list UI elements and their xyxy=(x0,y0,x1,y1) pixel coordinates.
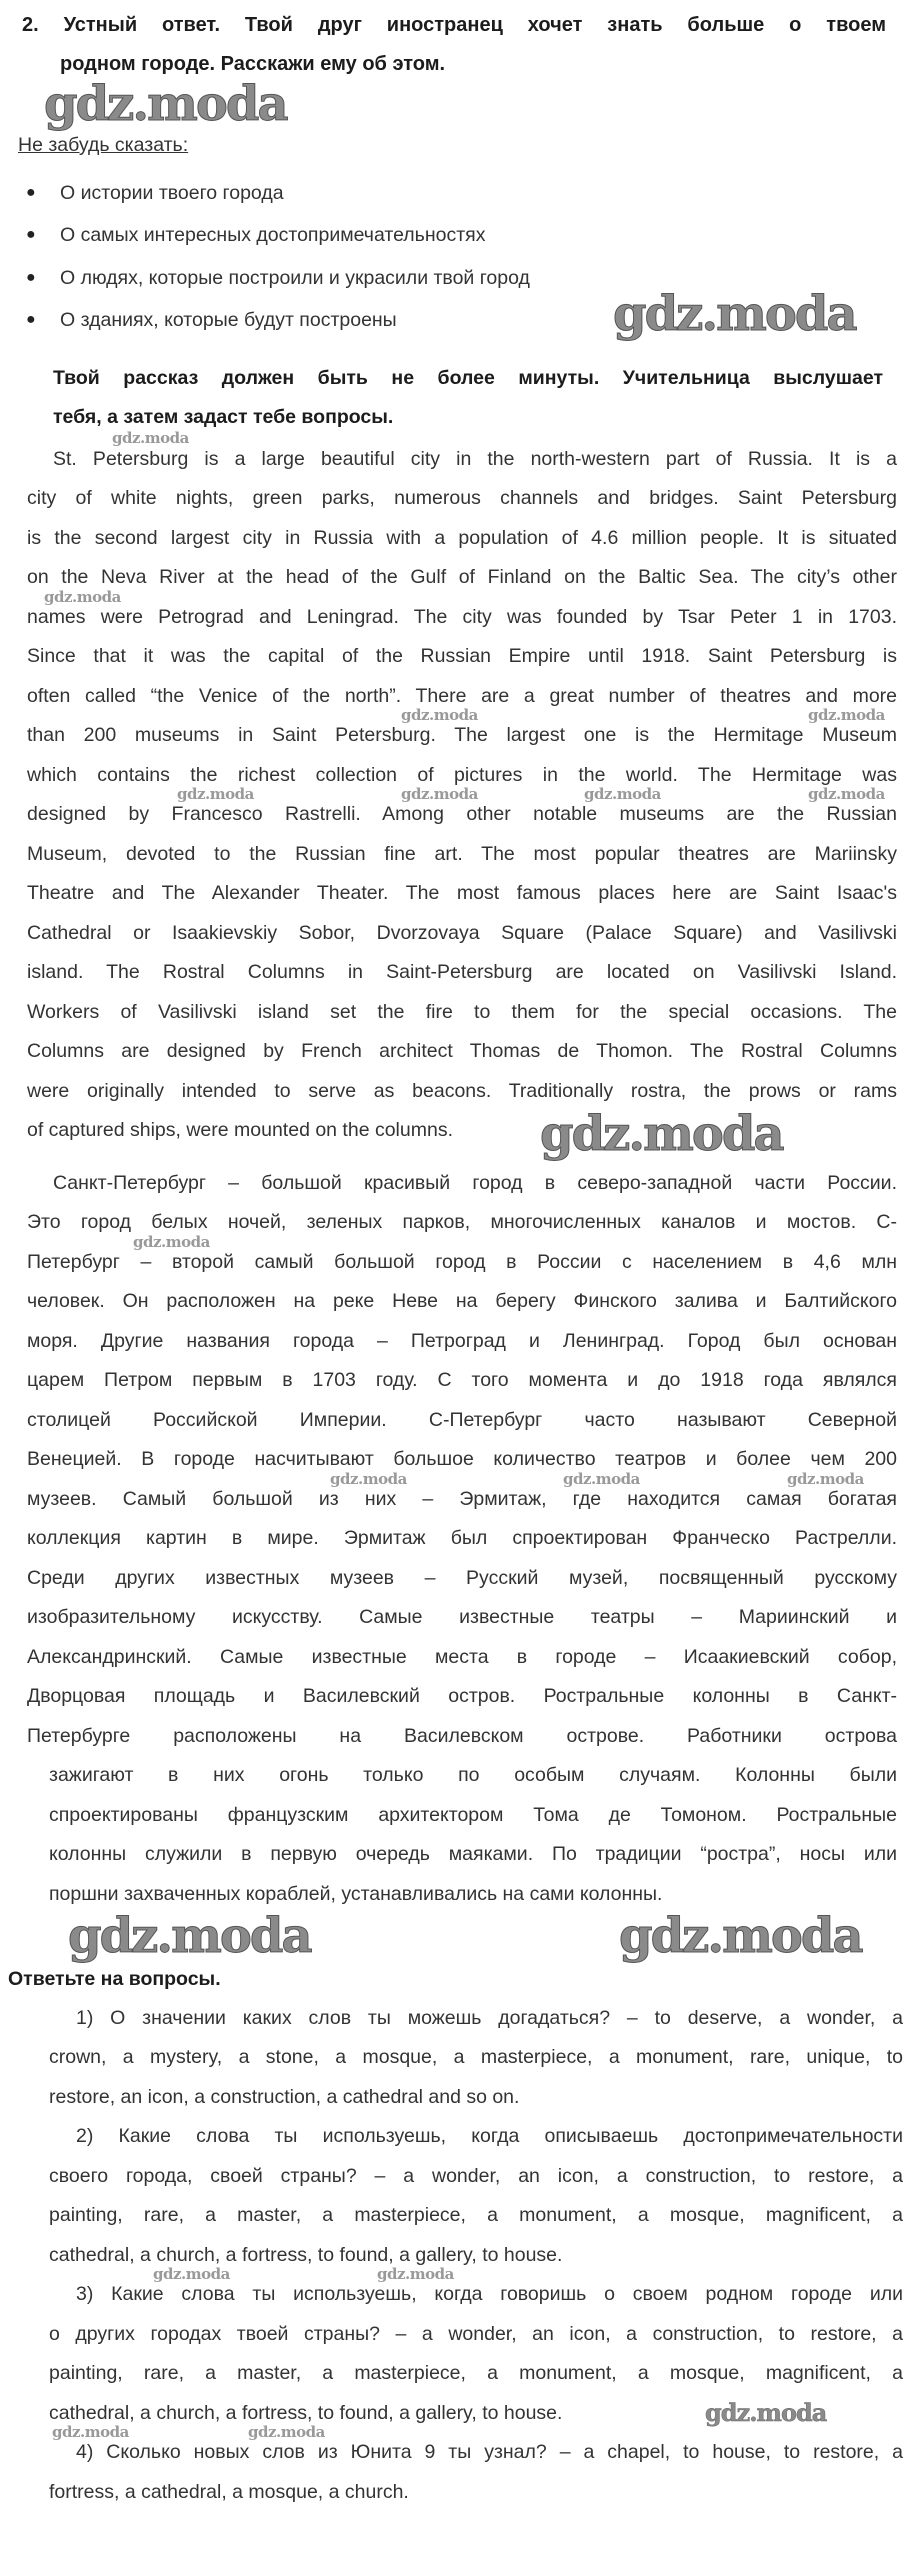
watermark: gdz.moda xyxy=(808,706,885,724)
bullet-icon: ● xyxy=(26,183,36,201)
paragraph-line: city of white nights, green parks, numerous channels and bridges. Saint Petersburg xyxy=(27,487,897,510)
paragraph-line: столицей Российской Империи. С-Петербург часто называют Северной xyxy=(27,1408,897,1431)
paragraph-line: спроектированы французским архитектором Тома де Томоном. Ростральные xyxy=(49,1803,897,1826)
paragraph-line: моря. Другие названия города – Петроград и Ленинград. Город был основан xyxy=(27,1329,897,1352)
paragraph-line: which contains the richest collection of pictures in the world. The Hermitage was xyxy=(27,763,897,786)
list-item xyxy=(18,223,485,247)
paragraph-line: поршни захваченных кораблей, устанавливались на сами колонны. xyxy=(49,1882,663,1905)
paragraph-line: Дворцовая площадь и Василевский остров. Ростральные колонны в Санкт- xyxy=(27,1685,897,1708)
watermark: gdz.moda xyxy=(787,1469,864,1488)
watermark: gdz.moda xyxy=(248,2423,325,2441)
question-item xyxy=(49,2440,903,2504)
watermark: gdz.moda xyxy=(112,428,189,447)
question-line: restore, an icon, a construction, a cathedral and so on. xyxy=(49,2085,520,2108)
paragraph-line: коллекция картин в мире. Эрмитаж был спроектирован Франческо Растрелли. xyxy=(27,1527,897,1550)
reminder-label: Не забудь сказать: xyxy=(18,133,189,156)
paragraph-line: on the Neva River at the head of the Gulf of Finland on the Baltic Sea. The city’s other xyxy=(27,566,897,589)
paragraph-line: Венецией. В городе насчитывают большое количество театров и более чем 200 xyxy=(27,1448,897,1471)
paragraph-line: Since that it was the capital of the Russian Empire until 1918. Saint Petersburg is xyxy=(27,645,897,668)
list-item-text: О самых интересных достопримечательностях xyxy=(60,224,486,247)
list-item xyxy=(18,308,397,332)
paragraph-line: often called “the Venice of the north”. There are a great number of theatres and more xyxy=(27,684,897,707)
question-line: 3) Какие слова ты используешь, когда говоришь о своем родном городе или xyxy=(76,2283,903,2306)
list-item-text: О зданиях, которые будут построены xyxy=(60,309,397,332)
paragraph-line: изобразительному искусству. Самые известные театры – Мариинский и xyxy=(27,1606,897,1629)
paragraph-line: Museum, devoted to the Russian fine art. The most popular theatres are Mariinsky xyxy=(27,842,897,865)
paragraph-line: Columns are designed by French architect Thomas de Thomon. The Rostral Columns xyxy=(27,1040,897,1063)
watermark: gdz.moda xyxy=(377,2265,454,2283)
paragraph-line: island. The Rostral Columns in Saint-Petersburg are located on Vasilivski Island. xyxy=(27,961,897,984)
watermark: gdz.moda xyxy=(705,2398,827,2427)
paragraph-line: Workers of Vasilivski island set the fire to them for the special occasions. The xyxy=(27,1000,897,1023)
questions-list xyxy=(49,2006,903,2520)
list-item xyxy=(18,266,530,290)
russian-paragraph xyxy=(27,1171,897,1922)
watermark: gdz.moda xyxy=(619,1908,862,1964)
watermark: gdz.moda xyxy=(613,286,856,342)
question-line: 1) О значении каких слов ты можешь догадаться? – to deserve, a wonder, a xyxy=(76,2006,903,2029)
paragraph-line: is the second largest city in Russia with a population of 4.6 million people. It is situated xyxy=(27,526,897,549)
question-line: о других городах твоей страны? – a wonder, an icon, a construction, to restore, a xyxy=(49,2322,903,2345)
question-line: 2) Какие слова ты используешь, когда описываешь достопримечательности xyxy=(76,2125,903,2148)
paragraph-line: Cathedral or Isaakievskiy Sobor, Dvorzovaya Square (Palace Square) and Vasilivski xyxy=(27,921,897,944)
watermark: gdz.moda xyxy=(330,1469,407,1488)
paragraph-line: Это город белых ночей, зеленых парков, многочисленных каналов и мостов. С- xyxy=(27,1211,897,1234)
watermark: gdz.moda xyxy=(584,785,661,803)
paragraph-line: Александринский. Самые известные места в городе – Исаакиевский собор, xyxy=(27,1645,897,1668)
question-line: painting, rare, a master, a masterpiece, a monument, a mosque, magnificent, a xyxy=(49,2362,903,2385)
watermark: gdz.moda xyxy=(68,1908,311,1964)
list-item-text: О людях, которые построили и украсили твой город xyxy=(60,266,530,289)
paragraph-line: Петербурге расположены на Василевском острове. Работники острова xyxy=(27,1724,897,1747)
task-title-line: 2. Устный ответ. Твой друг иностранец хочет знать больше о твоем xyxy=(22,13,886,36)
paragraph-line: колонны служили в первую очередь маяками. По традиции “ростра”, носы или xyxy=(49,1843,897,1866)
bullet-icon: ● xyxy=(26,311,36,329)
question-line: cathedral, a church, a fortress, to found, a gallery, to house. xyxy=(49,2401,563,2424)
question-line: 4) Сколько новых слов из Юнита 9 ты узнал? – a chapel, to house, to restore, a xyxy=(76,2441,903,2464)
watermark: gdz.moda xyxy=(44,76,287,132)
paragraph-line: than 200 museums in Saint Petersburg. The largest one is the Hermitage Museum xyxy=(27,724,897,747)
paragraph-line: of captured ships, were mounted on the columns. xyxy=(27,1119,453,1142)
watermark: gdz.moda xyxy=(401,785,478,803)
watermark: gdz.moda xyxy=(153,2265,230,2283)
question-item xyxy=(49,2006,903,2109)
list-item xyxy=(18,181,284,205)
watermark: gdz.moda xyxy=(808,785,885,803)
watermark: gdz.moda xyxy=(563,1469,640,1488)
watermark: gdz.moda xyxy=(52,2423,129,2441)
questions-heading: Ответьте на вопросы. xyxy=(8,1967,221,1990)
question-line: crown, a mystery, a stone, a mosque, a masterpiece, a monument, rare, unique, to xyxy=(49,2046,903,2069)
paragraph-line: St. Petersburg is a large beautiful city in the north-western part of Russia. It is a xyxy=(53,447,897,470)
reminder-list xyxy=(18,181,530,351)
task-note-line: тебя, а затем задаст тебе вопросы. xyxy=(53,406,394,429)
paragraph-line: were originally intended to serve as beacons. Traditionally rostra, the prows or rams xyxy=(27,1079,897,1102)
paragraph-line: Среди других известных музеев – Русский музей, посвященный русскому xyxy=(27,1566,897,1589)
watermark: gdz.moda xyxy=(540,1106,783,1162)
bullet-icon: ● xyxy=(26,268,36,286)
task-note-line: Твой рассказ должен быть не более минуты. Учительница выслушает xyxy=(53,366,883,389)
question-line: cathedral, a church, a fortress, to found, a gallery, to house. xyxy=(49,2243,563,2266)
list-item-text: О истории твоего города xyxy=(60,181,284,204)
paragraph-line: Петербург – второй самый большой город в России с населением в 4,6 млн xyxy=(27,1250,897,1273)
question-item xyxy=(49,2124,903,2267)
question-line: painting, rare, a master, a masterpiece, a monument, a mosque, magnificent, a xyxy=(49,2204,903,2227)
paragraph-line: музеев. Самый большой из них – Эрмитаж, где находится самая богатая xyxy=(27,1487,897,1510)
watermark: gdz.moda xyxy=(44,587,121,606)
question-line: своего города, своей страны? – a wonder, an icon, a construction, to restore, a xyxy=(49,2164,903,2187)
bullet-icon: ● xyxy=(26,226,36,244)
paragraph-line: Санкт-Петербург – большой красивый город в северо-западной части России. xyxy=(53,1171,897,1194)
question-line: fortress, a cathedral, a mosque, a church. xyxy=(49,2480,409,2503)
watermark: gdz.moda xyxy=(401,706,478,724)
paragraph-line: names were Petrograd and Leningrad. The city was founded by Tsar Peter 1 in 1703. xyxy=(27,605,897,628)
watermark: gdz.moda xyxy=(177,785,254,803)
paragraph-line: Theatre and The Alexander Theater. The most famous places here are Saint Isaac's xyxy=(27,882,897,905)
paragraph-line: царем Петром первым в 1703 году. С того момента и до 1918 года являлся xyxy=(27,1369,897,1392)
paragraph-line: человек. Он расположен на реке Неве на берегу Финского залива и Балтийского xyxy=(27,1290,897,1313)
paragraph-line: зажигают в них огонь только по особым случаям. Колонны были xyxy=(49,1764,897,1787)
paragraph-line: designed by Francesco Rastrelli. Among other notable museums are the Russian xyxy=(27,803,897,826)
watermark: gdz.moda xyxy=(133,1232,210,1251)
task-title-line: родном городе. Расскажи ему об этом. xyxy=(60,53,446,76)
